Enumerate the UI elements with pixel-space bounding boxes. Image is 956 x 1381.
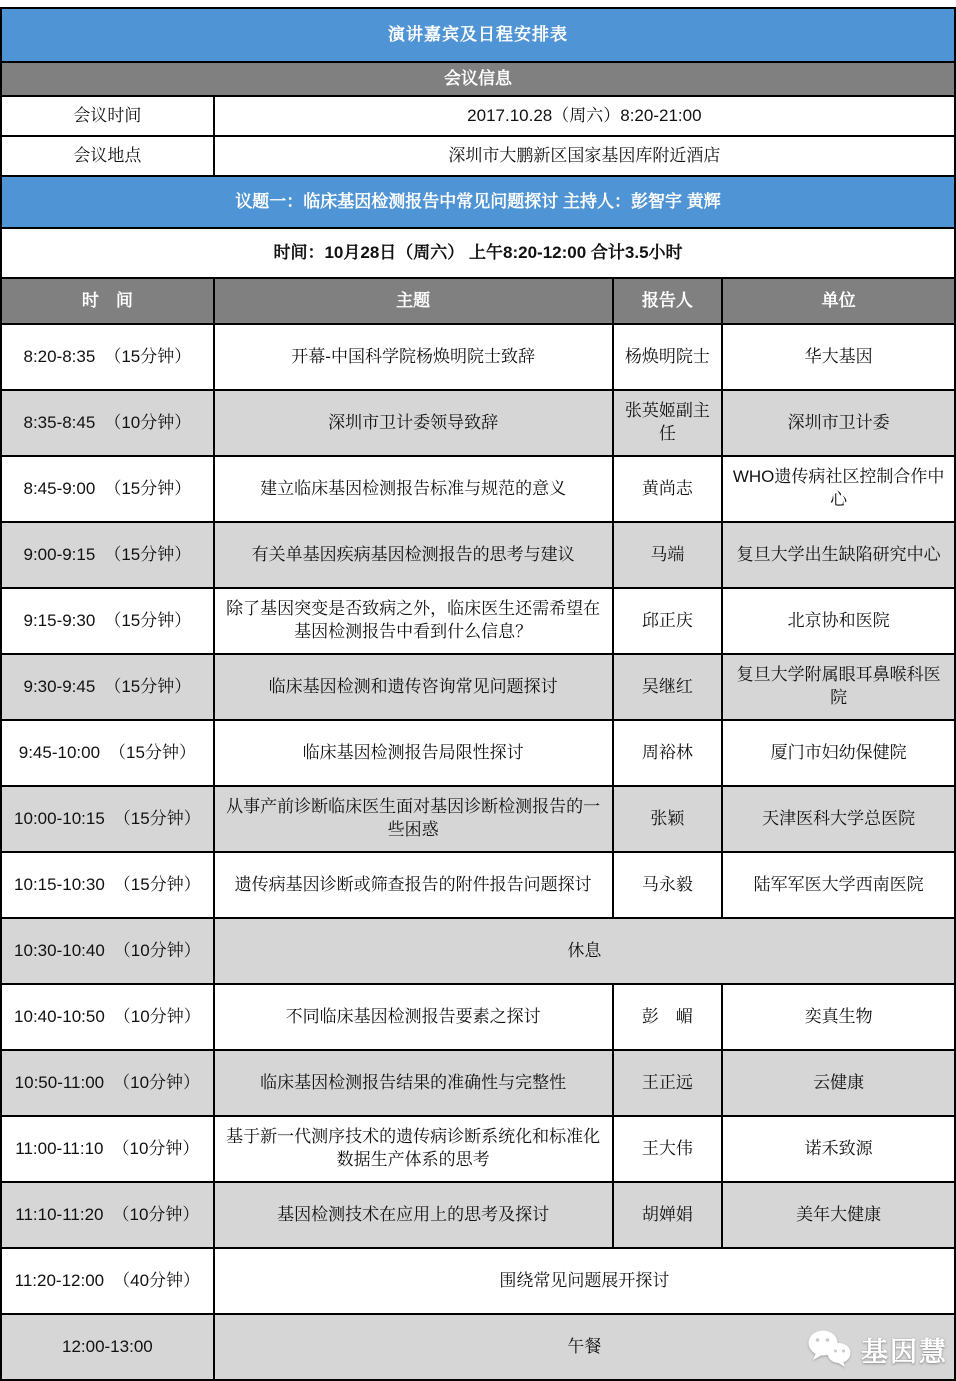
schedule-row	[1, 720, 955, 786]
time-cell: 8:45-9:00 （15分钟）	[1, 456, 214, 522]
topic-cell: 临床基因检测报告局限性探讨	[214, 720, 613, 786]
schedule-row	[1, 588, 955, 654]
session-time-text: 时间：10月28日（周六） 上午8:20-12:00 合计3.5小时	[1, 228, 955, 278]
topic-cell: 休息	[214, 918, 955, 984]
topic-cell: 午餐	[214, 1314, 955, 1380]
org-cell: 复旦大学附属眼耳鼻喉科医院	[722, 654, 955, 720]
speaker-cell: 杨焕明院士	[613, 324, 723, 390]
col-header-speaker: 报告人	[613, 278, 723, 324]
org-cell: WHO遗传病社区控制合作中心	[722, 456, 955, 522]
meeting-info-section-bar	[1, 62, 955, 96]
topic-cell: 临床基因检测和遗传咨询常见问题探讨	[214, 654, 613, 720]
org-cell: 诺禾致源	[722, 1116, 955, 1182]
speaker-cell: 邱正庆	[613, 588, 723, 654]
watermark-label: 基因慧	[861, 1336, 948, 1367]
org-cell: 奕真生物	[722, 984, 955, 1050]
topic-cell: 基因检测技术在应用上的思考及探讨	[214, 1182, 613, 1248]
topic-cell: 从事产前诊断临床医生面对基因诊断检测报告的一些困惑	[214, 786, 613, 852]
org-cell: 深圳市卫计委	[722, 390, 955, 456]
speaker-cell: 胡婵娟	[613, 1182, 723, 1248]
schedule-row	[1, 390, 955, 456]
speaker-cell: 张英姬副主任	[613, 390, 723, 456]
schedule-row-lunch	[1, 1314, 955, 1380]
speaker-cell: 马永毅	[613, 852, 723, 918]
time-cell: 8:35-8:45 （10分钟）	[1, 390, 214, 456]
topic-cell: 遗传病基因诊断或筛查报告的附件报告问题探讨	[214, 852, 613, 918]
schedule-row-discussion	[1, 1248, 955, 1314]
topic-cell: 围绕常见问题展开探讨	[214, 1248, 955, 1314]
topic-cell: 建立临床基因检测报告标准与规范的意义	[214, 456, 613, 522]
org-cell: 云健康	[722, 1050, 955, 1116]
topic-cell: 临床基因检测报告结果的准确性与完整性	[214, 1050, 613, 1116]
schedule-row-break	[1, 918, 955, 984]
meeting-place-row	[1, 136, 955, 176]
time-cell: 10:15-10:30 （15分钟）	[1, 852, 214, 918]
session-topic-bar	[1, 176, 955, 228]
time-cell: 10:50-11:00 （10分钟）	[1, 1050, 214, 1116]
speaker-cell: 周裕林	[613, 720, 723, 786]
schedule-row	[1, 1116, 955, 1182]
meeting-info-section-title: 会议信息	[1, 62, 955, 96]
topic-cell: 基于新一代测序技术的遗传病诊断系统化和标准化数据生产体系的思考	[214, 1116, 613, 1182]
speaker-cell: 吴继红	[613, 654, 723, 720]
time-cell: 11:10-11:20 （10分钟）	[1, 1182, 214, 1248]
time-cell: 11:20-12:00 （40分钟）	[1, 1248, 214, 1314]
time-cell: 10:00-10:15 （15分钟）	[1, 786, 214, 852]
meeting-time-row	[1, 96, 955, 136]
schedule-row	[1, 324, 955, 390]
speaker-cell: 王正远	[613, 1050, 723, 1116]
meeting-place-label: 会议地点	[1, 136, 214, 176]
topic-cell: 有关单基因疾病基因检测报告的思考与建议	[214, 522, 613, 588]
title-bar	[1, 8, 955, 62]
speaker-cell: 王大伟	[613, 1116, 723, 1182]
time-cell: 12:00-13:00	[1, 1314, 214, 1380]
speaker-cell: 马端	[613, 522, 723, 588]
org-cell: 华大基因	[722, 324, 955, 390]
col-header-topic: 主题	[214, 278, 613, 324]
meeting-time-label: 会议时间	[1, 96, 214, 136]
schedule-row	[1, 456, 955, 522]
time-cell: 9:45-10:00 （15分钟）	[1, 720, 214, 786]
speaker-cell: 张颖	[613, 786, 723, 852]
schedule-row	[1, 1182, 955, 1248]
time-cell: 9:30-9:45 （15分钟）	[1, 654, 214, 720]
schedule-row	[1, 984, 955, 1050]
time-cell: 11:00-11:10 （10分钟）	[1, 1116, 214, 1182]
meeting-time-value: 2017.10.28（周六）8:20-21:00	[214, 96, 955, 136]
topic-cell: 开幕-中国科学院杨焕明院士致辞	[214, 324, 613, 390]
col-header-org: 单位	[722, 278, 955, 324]
speaker-cell: 黄尚志	[613, 456, 723, 522]
schedule-row	[1, 1050, 955, 1116]
schedule-row	[1, 654, 955, 720]
org-cell: 天津医科大学总医院	[722, 786, 955, 852]
org-cell: 厦门市妇幼保健院	[722, 720, 955, 786]
page-title: 演讲嘉宾及日程安排表	[1, 8, 955, 62]
org-cell: 陆军军医大学西南医院	[722, 852, 955, 918]
session-time-bar	[1, 228, 955, 278]
schedule-table	[0, 7, 956, 1381]
topic-cell: 不同临床基因检测报告要素之探讨	[214, 984, 613, 1050]
topic-cell: 深圳市卫计委领导致辞	[214, 390, 613, 456]
time-cell: 9:00-9:15 （15分钟）	[1, 522, 214, 588]
schedule-row	[1, 522, 955, 588]
col-header-time: 时 间	[1, 278, 214, 324]
column-header-row	[1, 278, 955, 324]
time-cell: 10:40-10:50 （10分钟）	[1, 984, 214, 1050]
time-cell: 10:30-10:40 （10分钟）	[1, 918, 214, 984]
org-cell: 北京协和医院	[722, 588, 955, 654]
session-topic-text: 议题一：临床基因检测报告中常见问题探讨 主持人：彭智宇 黄辉	[1, 176, 955, 228]
org-cell: 复旦大学出生缺陷研究中心	[722, 522, 955, 588]
meeting-place-value: 深圳市大鹏新区国家基因库附近酒店	[214, 136, 955, 176]
time-cell: 9:15-9:30 （15分钟）	[1, 588, 214, 654]
org-cell: 美年大健康	[722, 1182, 955, 1248]
time-cell: 8:20-8:35 （15分钟）	[1, 324, 214, 390]
topic-cell: 除了基因突变是否致病之外，临床医生还需希望在基因检测报告中看到什么信息？	[214, 588, 613, 654]
schedule-row	[1, 852, 955, 918]
schedule-row	[1, 786, 955, 852]
speaker-cell: 彭 嵋	[613, 984, 723, 1050]
